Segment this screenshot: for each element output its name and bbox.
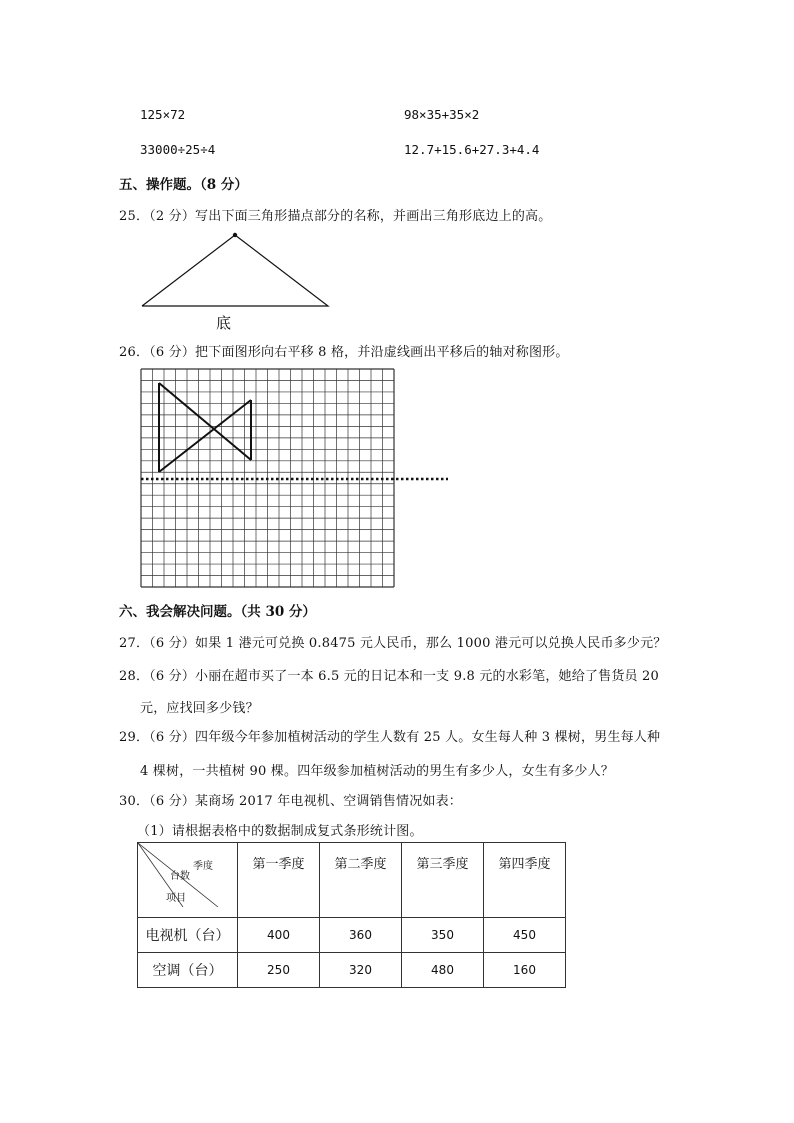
corner-label-item: 项目 <box>166 893 186 904</box>
triangle-figure <box>138 228 333 313</box>
question-29-line1: 29．（6 分）四年级今年参加植树活动的学生人数有 25 人。女生每人种 3 棵树，男生每人种 <box>119 730 661 745</box>
table-header-cell: 第二季度 <box>320 843 402 918</box>
table-corner-cell <box>138 843 238 918</box>
question-26: 26．（6 分）把下面图形向右平移 8 格，并沿虚线画出平移后的轴对称图形。 <box>119 345 569 360</box>
table-cell: 350 <box>402 918 484 953</box>
question-29-line2: 4 棵树，一共植树 90 棵。四年级参加植树活动的男生有多少人，女生有多少人？ <box>140 764 615 779</box>
question-25: 25．（2 分）写出下面三角形描点部分的名称，并画出三角形底边上的高。 <box>119 209 552 224</box>
table-cell: 320 <box>320 953 402 988</box>
table-header-cell: 第四季度 <box>484 843 566 918</box>
table-cell: 450 <box>484 918 566 953</box>
sales-table <box>137 842 566 988</box>
question-28-line2: 元，应找回多少钱？ <box>140 701 259 716</box>
corner-label-count: 台数 <box>170 871 190 882</box>
section-6-title: 六、我会解决问题。（共 30 分） <box>119 604 316 620</box>
corner-label-season: 季度 <box>193 861 213 872</box>
table-cell: 250 <box>238 953 320 988</box>
table-row <box>138 953 566 988</box>
question-30: 30．（6 分）某商场 2017 年电视机、空调销售情况如表： <box>119 794 462 809</box>
triangle-base-label: 底 <box>216 314 232 332</box>
section-5-title: 五、操作题。（8 分） <box>119 177 248 193</box>
table-cell: 480 <box>402 953 484 988</box>
row-label-tv: 电视机（台） <box>138 918 238 953</box>
table-row <box>138 918 566 953</box>
question-28-line1: 28．（6 分）小丽在超市买了一本 6.5 元的日记本和一支 9.8 元的水彩笔，她给了售货员 20 <box>119 669 659 684</box>
table-header-cell: 第三季度 <box>402 843 484 918</box>
table-cell: 400 <box>238 918 320 953</box>
calc-1: 125×72 <box>140 107 186 122</box>
table-header-cell: 第一季度 <box>238 843 320 918</box>
question-30-sub1: （1）请根据表格中的数据制成复式条形统计图。 <box>137 824 423 839</box>
table-cell: 160 <box>484 953 566 988</box>
vertex-dot <box>233 233 237 237</box>
calc-4: 12.7+15.6+27.3+4.4 <box>404 142 540 157</box>
question-27: 27．（6 分）如果 1 港元可兑换 0.8475 元人民币，那么 1000 港元可以兑换人民币多少元？ <box>119 636 667 651</box>
table-header-row <box>138 843 566 918</box>
row-label-ac: 空调（台） <box>138 953 238 988</box>
calc-3: 33000÷25÷4 <box>140 142 216 157</box>
original-shape <box>159 383 251 472</box>
calc-2: 98×35+35×2 <box>404 107 480 122</box>
table-cell: 360 <box>320 918 402 953</box>
grid-figure <box>138 366 450 590</box>
